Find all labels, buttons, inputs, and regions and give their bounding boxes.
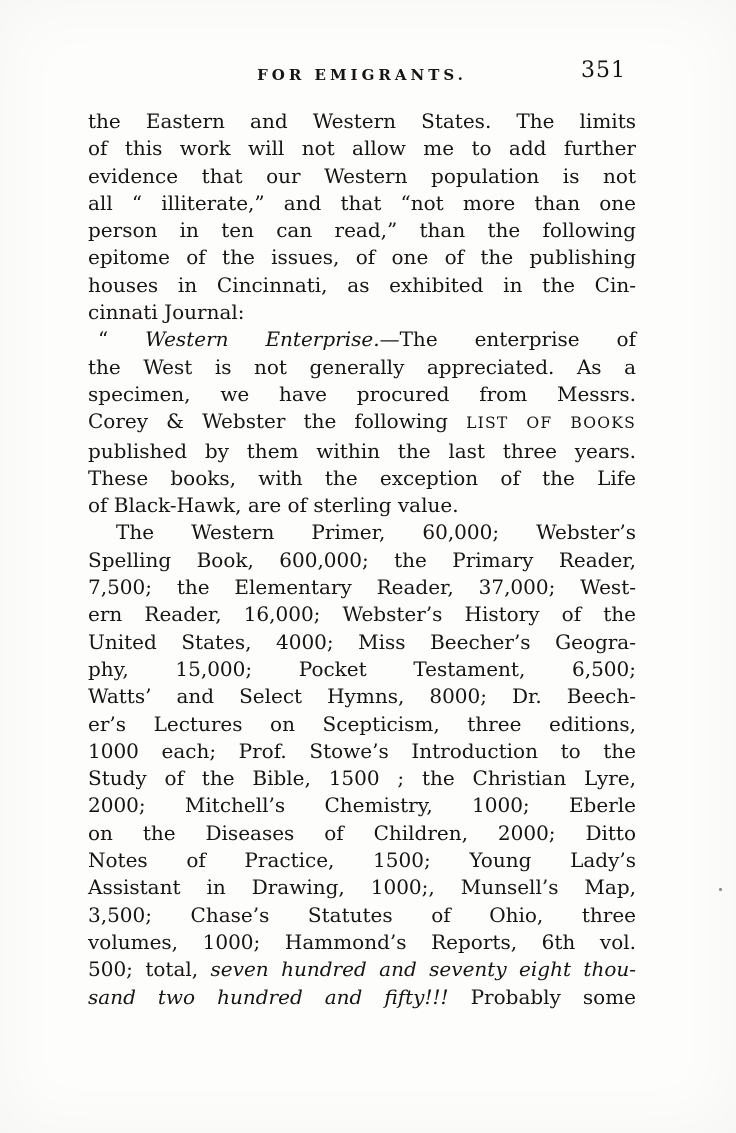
- text-run: 7,500; the Elementary Reader, 37,000; West-: [88, 575, 636, 600]
- text-line: [88, 984, 636, 1011]
- text-run: Spelling Book, 600,000; the Primary Reader,: [88, 547, 636, 572]
- text-line: [88, 574, 636, 601]
- text-run: cinnati Journal:: [88, 300, 245, 325]
- text-line: [88, 438, 636, 465]
- text-run: —The enterprise of: [379, 327, 636, 352]
- text-run: 1000 each; Prof. Stowe’s Introduction to the: [88, 738, 636, 763]
- text-run: specimen, we have procured from Messrs.: [88, 381, 636, 406]
- text-run: 500; total,: [88, 957, 211, 982]
- text-run: “: [98, 327, 146, 352]
- text-line: [88, 108, 636, 135]
- paragraph: [88, 108, 636, 326]
- text-line: [88, 381, 636, 408]
- text-line: [88, 272, 636, 299]
- text-line: [88, 217, 636, 244]
- text-line: [88, 354, 636, 381]
- text-line: [88, 847, 636, 874]
- text-run: epitome of the issues, of one of the publishing: [88, 245, 636, 270]
- text-line: [88, 135, 636, 162]
- text-line: [88, 792, 636, 819]
- page-number: 351: [581, 58, 626, 83]
- text-run: ern Reader, 16,000; Webster’s History of the: [88, 602, 636, 627]
- text-line: [88, 738, 636, 765]
- text-run: Assistant in Drawing, 1000;, Munsell’s Map,: [88, 875, 636, 900]
- text-run: of this work will not allow me to add further: [88, 136, 636, 161]
- text-run: er’s Lectures on Scepticism, three editions,: [88, 711, 636, 736]
- text-run: volumes, 1000; Hammond’s Reports, 6th vol.: [88, 929, 636, 954]
- text-run: evidence that our Western population is not: [88, 163, 636, 188]
- text-line: [88, 519, 636, 546]
- text-run: LIST OF BOOKS: [466, 414, 636, 433]
- text-line: [88, 601, 636, 628]
- scan-speck: [719, 888, 722, 891]
- text-run: sand two hundred and fifty!!!: [88, 984, 449, 1009]
- text-line: [88, 683, 636, 710]
- text-run: all “ illiterate,” and that “not more than one: [88, 190, 636, 215]
- page-header: [88, 58, 636, 92]
- running-title: FOR EMIGRANTS.: [257, 66, 467, 84]
- text-line: [88, 656, 636, 683]
- text-line: [88, 629, 636, 656]
- paragraph: [88, 326, 636, 519]
- text-run: 2000; Mitchell’s Chemistry, 1000; Eberle: [88, 793, 636, 818]
- text-run: the Eastern and Western States. The limits: [88, 109, 636, 133]
- text-line: [88, 492, 636, 519]
- text-run: phy, 15,000; Pocket Testament, 6,500;: [88, 656, 636, 681]
- text-line: [88, 956, 636, 983]
- text-run: Watts’ and Select Hymns, 8000; Dr. Beech-: [88, 684, 636, 709]
- text-run: houses in Cincinnati, as exhibited in the Cin-: [88, 272, 636, 297]
- text-run: Probably some: [448, 984, 636, 1009]
- text-run: seven hundred and seventy eight thou-: [210, 957, 637, 982]
- text-run: Notes of Practice, 1500; Young Lady’s: [88, 848, 636, 873]
- text-line: [88, 299, 636, 326]
- text-run: Corey & Webster the following: [88, 409, 467, 434]
- text-run: the West is not generally appreciated. As a: [88, 354, 636, 379]
- text-run: published by them within the last three years.: [88, 438, 636, 463]
- text-line: [88, 711, 636, 738]
- text-line: [88, 163, 636, 190]
- text-run: on the Diseases of Children, 2000; Ditto: [88, 820, 636, 845]
- text-run: Study of the Bible, 1500 ; the Christian Lyre,: [88, 766, 636, 791]
- text-line: [88, 244, 636, 271]
- text-run: These books, with the exception of the Life: [88, 465, 636, 490]
- text-line: [88, 408, 636, 437]
- text-line: [88, 547, 636, 574]
- text-line: [88, 326, 636, 353]
- text-line: [88, 190, 636, 217]
- text-line: [88, 465, 636, 492]
- text-body: [88, 108, 636, 1011]
- text-run: of Black-Hawk, are of sterling value.: [88, 493, 459, 518]
- text-run: Western Enterprise.: [145, 327, 380, 352]
- text-line: [88, 765, 636, 792]
- text-run: United States, 4000; Miss Beecher’s Geogra-: [88, 629, 636, 654]
- text-column: [88, 58, 636, 1011]
- text-line: [88, 874, 636, 901]
- text-line: [88, 929, 636, 956]
- text-run: 3,500; Chase’s Statutes of Ohio, three: [88, 902, 636, 927]
- text-line: [88, 820, 636, 847]
- text-run: person in ten can read,” than the following: [88, 218, 636, 243]
- paragraph: [88, 519, 636, 1010]
- text-line: [88, 902, 636, 929]
- text-run: The Western Primer, 60,000; Webster’s: [116, 520, 636, 545]
